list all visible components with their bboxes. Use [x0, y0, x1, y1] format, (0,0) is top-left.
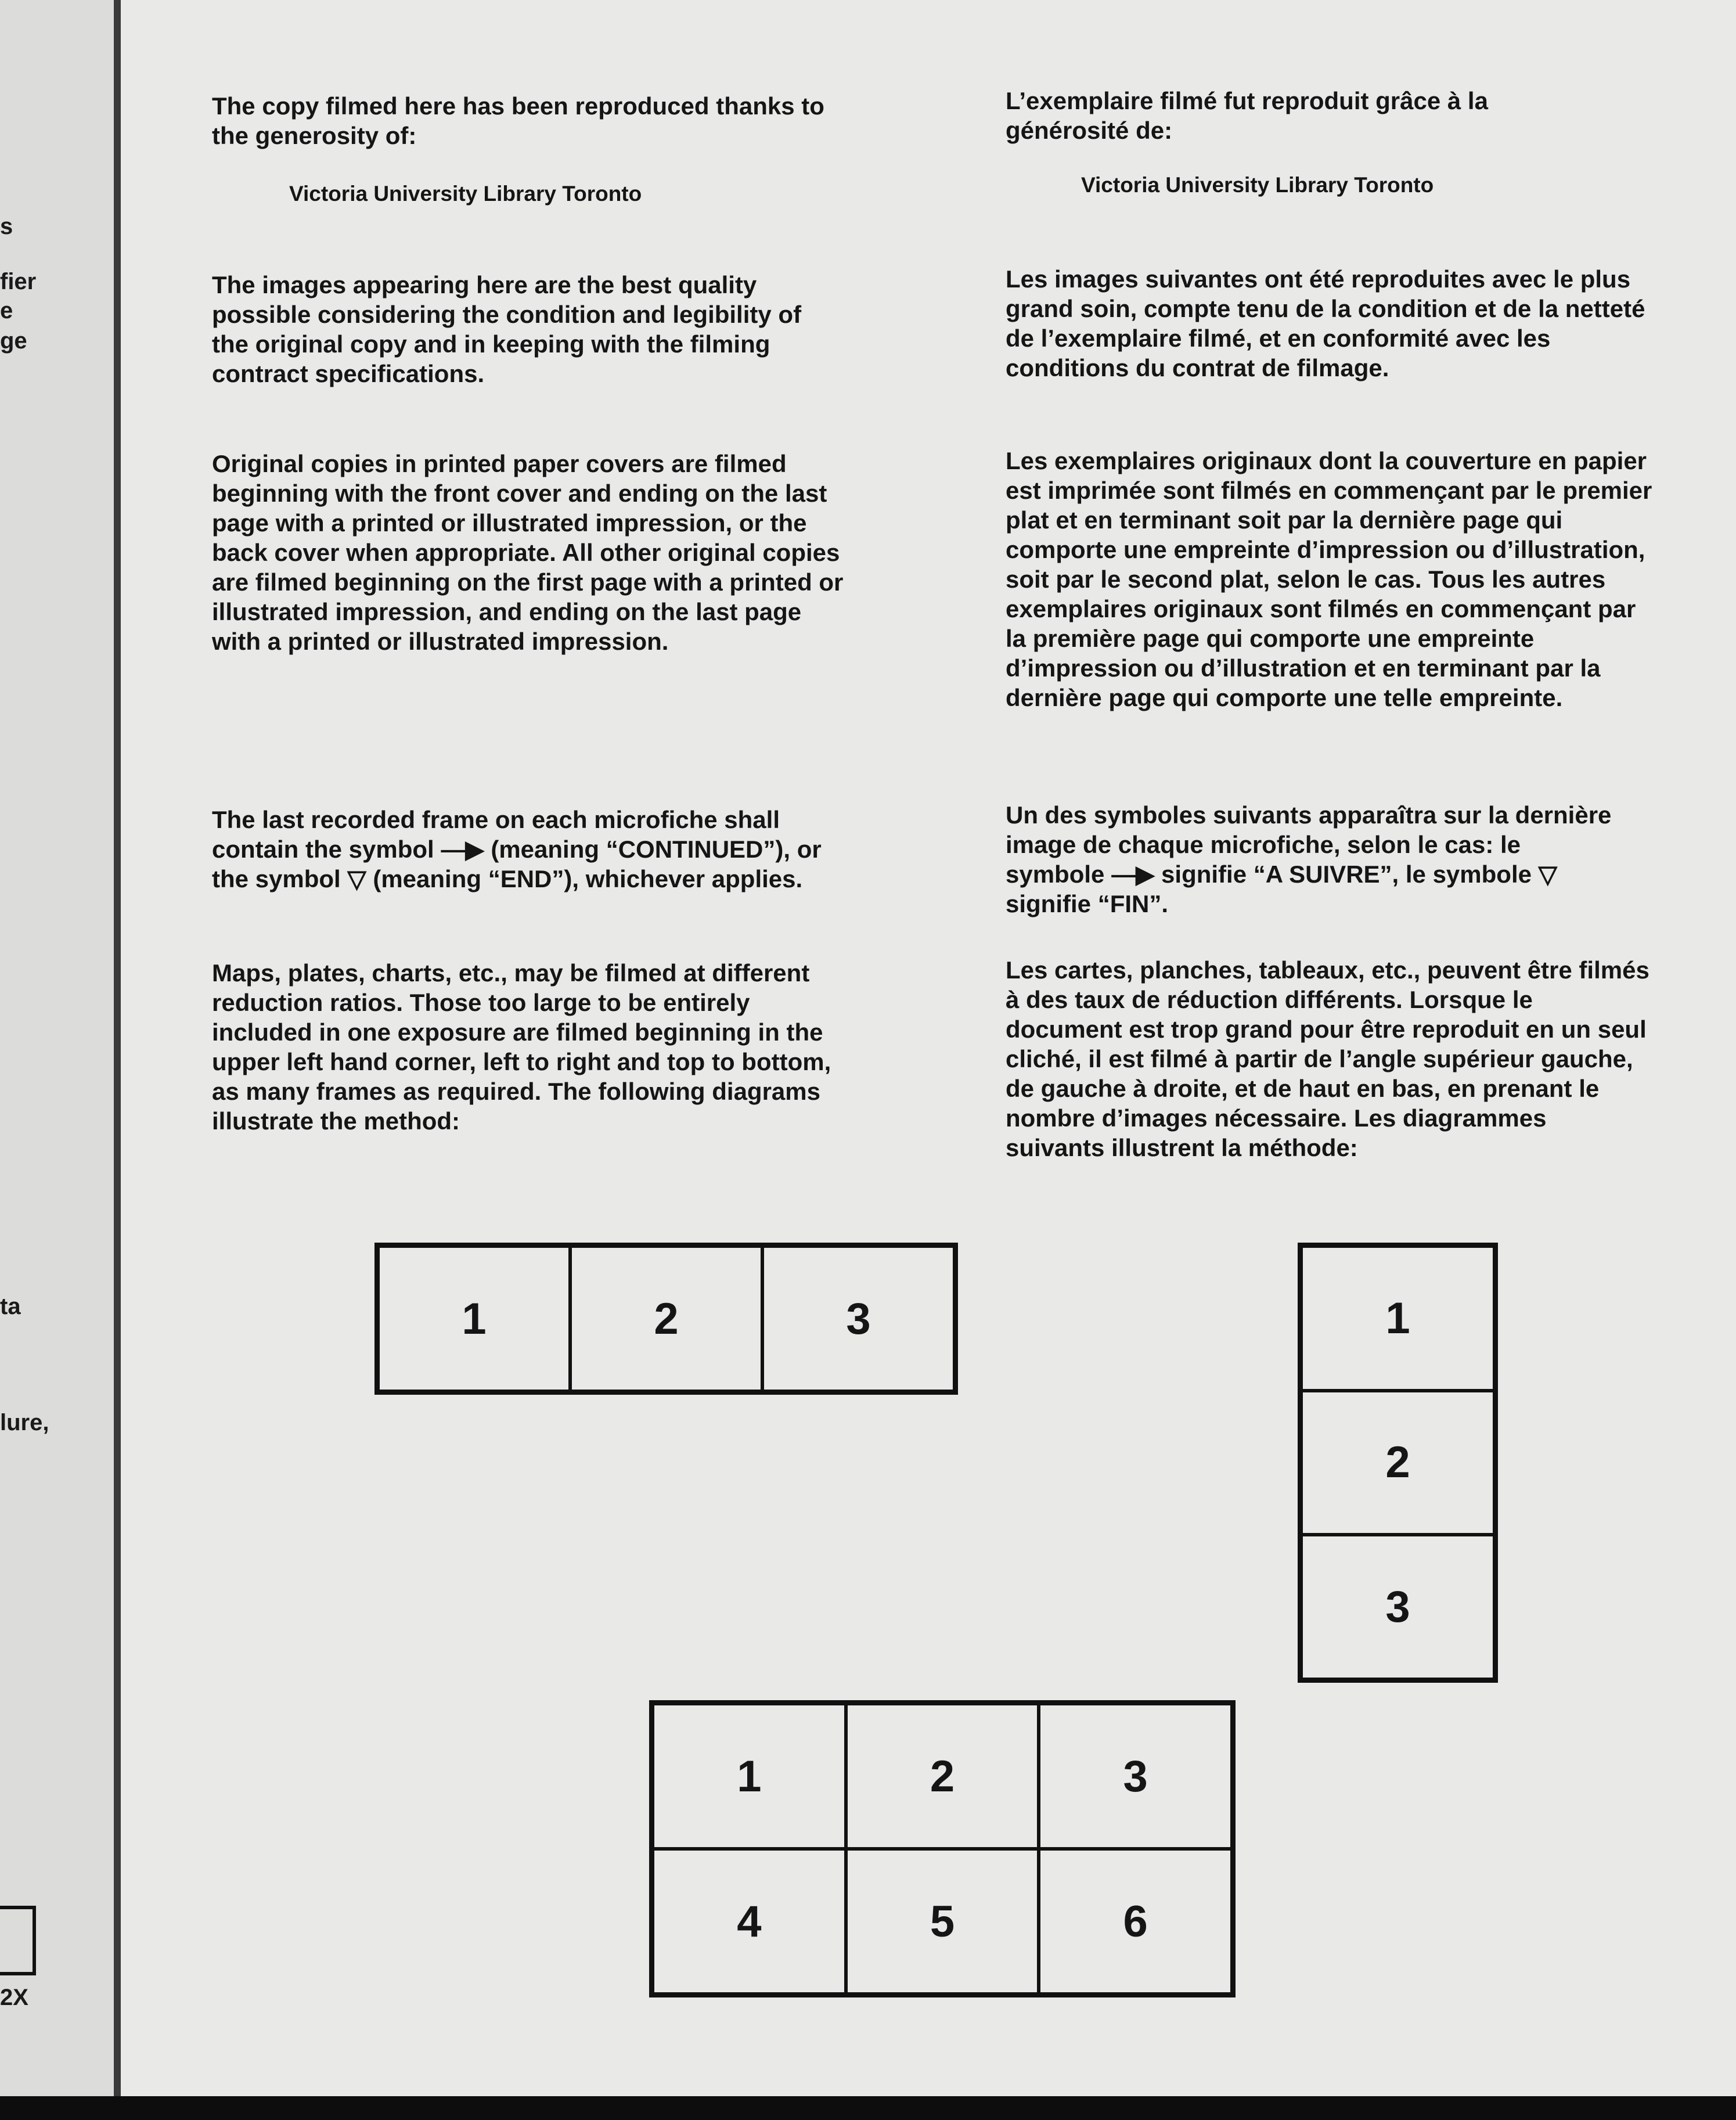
horizontal-frame-diagram: [374, 1243, 958, 1395]
grid-frame-diagram: [649, 1700, 1236, 1997]
frame-cell: 3: [1301, 1535, 1494, 1679]
fragment-text: e: [0, 298, 13, 323]
frame-cell: 2: [570, 1246, 762, 1391]
fragment-text: fier: [0, 269, 37, 294]
french-maps-paragraph: Les cartes, planches, tableaux, etc., peuvent être filmés à des taux de réduction différents. Lorsque le document est trop grand pour être reproduit en un seul cliché, il est filmé à partir de l’angle supérieur gauche, de gauche à droite, et de haut en bas, en prenant le nombre d’images nécessaire. Les diagrammes suivants illustrent la méthode:: [1006, 956, 1649, 1161]
french-quality-paragraph: Les images suivantes ont été reproduites avec le plus grand soin, compte tenu de la condition et de la netteté de l’exemplaire filmé, et en conformité avec les conditions du contrat de filmage.: [1006, 265, 1645, 381]
fragment-text: 2X: [0, 1985, 28, 2010]
frame-cell: 6: [1039, 1849, 1232, 1994]
fragment-box: [0, 1906, 36, 1975]
frame-cell: 3: [1039, 1704, 1232, 1849]
fragment-text: lure,: [0, 1410, 49, 1435]
frame-cell: 1: [378, 1246, 570, 1391]
fragment-text: s: [0, 214, 13, 239]
english-original-copies-paragraph: Original copies in printed paper covers are filmed beginning with the front cover and ending on the last page with a printed or illustrated impression, or the back cover when appropriate. All other original copies are filmed beginning on the first page with a printed or illustrated impression, and ending on the last page with a printed or illustrated impression.: [212, 450, 844, 655]
frame-cell: 1: [653, 1704, 846, 1849]
frame-cell: 3: [762, 1246, 955, 1391]
frame-cell: 2: [846, 1704, 1039, 1849]
adjacent-page-strip: [0, 0, 114, 2096]
english-symbol-paragraph: The last recorded frame on each microfiche shall contain the symbol —▶ (meaning “CONTINUED”), or the symbol ▽ (meaning “END”), whichever applies.: [212, 806, 822, 892]
french-intro: L’exemplaire filmé fut reproduit grâce à la générosité de:: [1006, 87, 1488, 144]
french-symbol-paragraph: Un des symboles suivants apparaîtra sur la dernière image de chaque microfiche, selon le cas: le symbole —▶ signifie “A SUIVRE”, le symbole ▽ signifie “FIN”.: [1006, 801, 1612, 917]
frame-cell: 4: [653, 1849, 846, 1994]
frame-cell: 5: [846, 1849, 1039, 1994]
french-library-name: Victoria University Library Toronto: [1081, 173, 1434, 197]
frame-cell: 1: [1301, 1246, 1494, 1391]
vertical-frame-diagram: [1298, 1243, 1498, 1683]
frame-cell: 2: [1301, 1391, 1494, 1535]
scan-bottom-edge: [0, 2096, 1736, 2120]
french-original-copies-paragraph: Les exemplaires originaux dont la couverture en papier est imprimée sont filmés en commençant par le premier plat et en terminant soit par la dernière page qui comporte une empreinte d’impression ou d’illustration, soit par le second plat, selon le cas. Tous les autres exemplaires originaux sont filmés en commençant par la première page qui comporte une empreinte d’impression ou d’illustration et en terminant par la dernière page qui comporte une telle empreinte.: [1006, 447, 1652, 711]
fragment-text: ge: [0, 328, 27, 354]
english-quality-paragraph: The images appearing here are the best quality possible considering the condition and legibility of the original copy and in keeping with the filming contract specifications.: [212, 271, 802, 387]
english-library-name: Victoria University Library Toronto: [289, 182, 642, 206]
fragment-text: ta: [0, 1294, 21, 1319]
english-intro: The copy filmed here has been reproduced thanks to the generosity of:: [212, 92, 824, 149]
english-maps-paragraph: Maps, plates, charts, etc., may be filmed at different reduction ratios. Those too large to be entirely included in one exposure are filmed beginning in the upper left hand corner, left to right and top to bottom, as many frames as required. The following diagrams illustrate the method:: [212, 959, 831, 1135]
